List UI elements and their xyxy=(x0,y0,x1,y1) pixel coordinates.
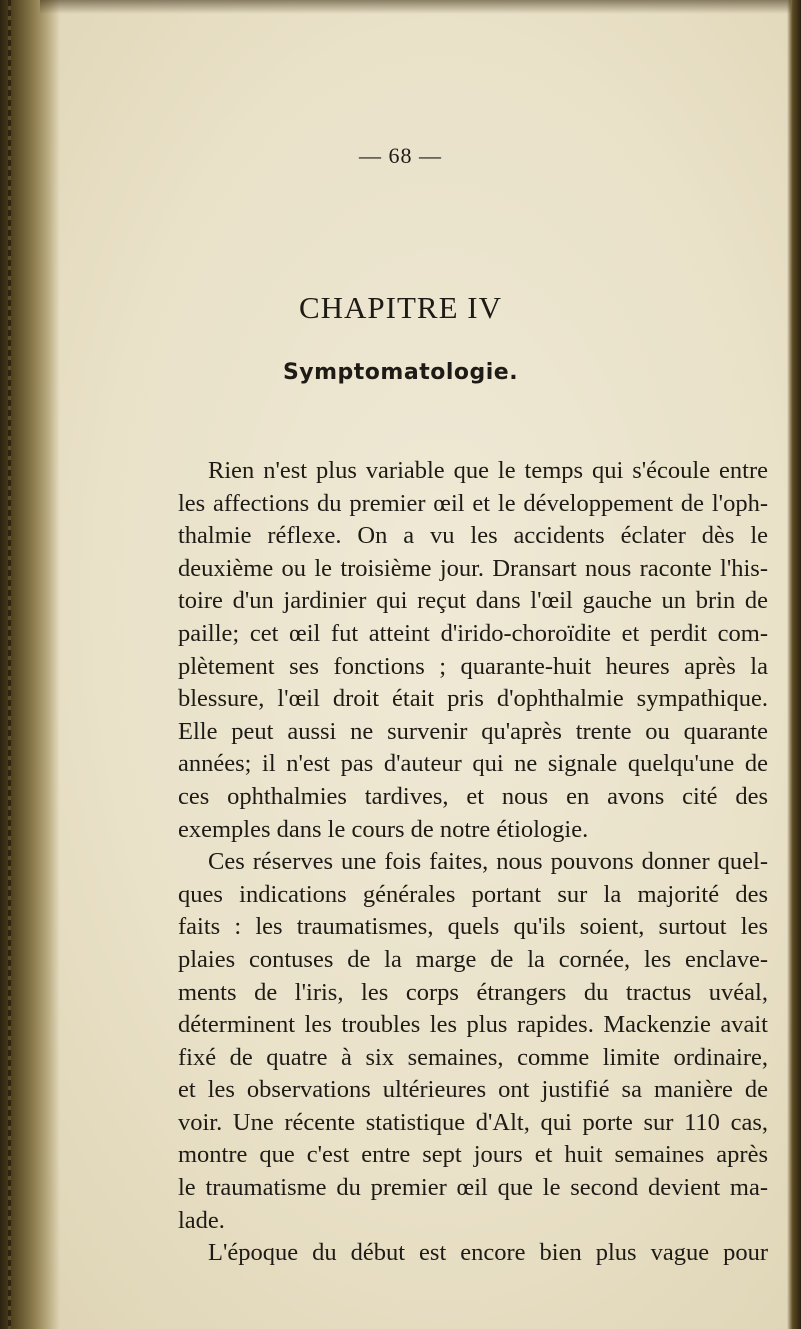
text-line: exemples dans le cours de notre étiologie. xyxy=(178,815,589,843)
text-line: montre que c'est entre sept jours et huit semaines après xyxy=(178,1141,768,1169)
text-line: thalmie réflexe. On a vu les accidents éclater dès le xyxy=(178,522,768,550)
book-binding-edge xyxy=(0,0,60,1329)
text-line: blessure, l'œil droit était pris d'ophthalmie sympathique. xyxy=(178,685,768,713)
text-line: et les observations ultérieures ont justifié sa manière de xyxy=(178,1076,768,1104)
text-line: ques indications générales portant sur la majorité des xyxy=(178,880,768,908)
text-line: Rien n'est plus variable que le temps qui s'écoule entre xyxy=(208,457,768,484)
text-line: le traumatisme du premier œil que le second devient ma- xyxy=(178,1174,768,1202)
text-line: plètement ses fonctions ; quarante-huit heures après la xyxy=(178,652,768,680)
page-number: — 68 — xyxy=(359,143,442,168)
text-line: ces ophthalmies tardives, et nous en avons cité des xyxy=(178,782,768,810)
chapter-title: CHAPITRE IV xyxy=(298,290,503,325)
text-line: L'époque du début est encore bien plus vague pour xyxy=(208,1239,768,1267)
text-line: plaies contuses de la marge de la cornée, les enclave- xyxy=(178,945,768,973)
text-line: voir. Une récente statistique d'Alt, qui porte sur 110 cas, xyxy=(178,1108,768,1136)
body-text xyxy=(178,455,768,1270)
page-top-edge xyxy=(40,0,791,14)
text-line: lade. xyxy=(178,1206,225,1234)
text-line: paille; cet œil fut atteint d'irido-choroïdite et perdit com- xyxy=(178,619,768,647)
text-line: Ces réserves une fois faites, nous pouvons donner quel- xyxy=(208,848,768,876)
text-line: déterminent les troubles les plus rapides. Mackenzie avait xyxy=(178,1011,768,1039)
text-line: fixé de quatre à six semaines, comme limite ordinaire, xyxy=(178,1043,768,1071)
text-line: ments de l'iris, les corps étrangers du tractus uvéal, xyxy=(178,978,768,1006)
text-line: années; il n'est pas d'auteur qui ne signale quelqu'une de xyxy=(178,750,768,778)
text-line: les affections du premier œil et le développement de l'oph- xyxy=(178,489,768,517)
text-line: deuxième ou le troisième jour. Dransart nous raconte l'his- xyxy=(178,554,768,582)
text-line: toire d'un jardinier qui reçut dans l'œil gauche un brin de xyxy=(178,587,768,615)
page-right-edge xyxy=(787,0,801,1329)
text-line: faits : les traumatismes, quels qu'ils soient, surtout les xyxy=(178,913,768,941)
section-title: Symptomatologie. xyxy=(282,360,519,385)
text-line: Elle peut aussi ne survenir qu'après trente ou quarante xyxy=(178,717,768,745)
